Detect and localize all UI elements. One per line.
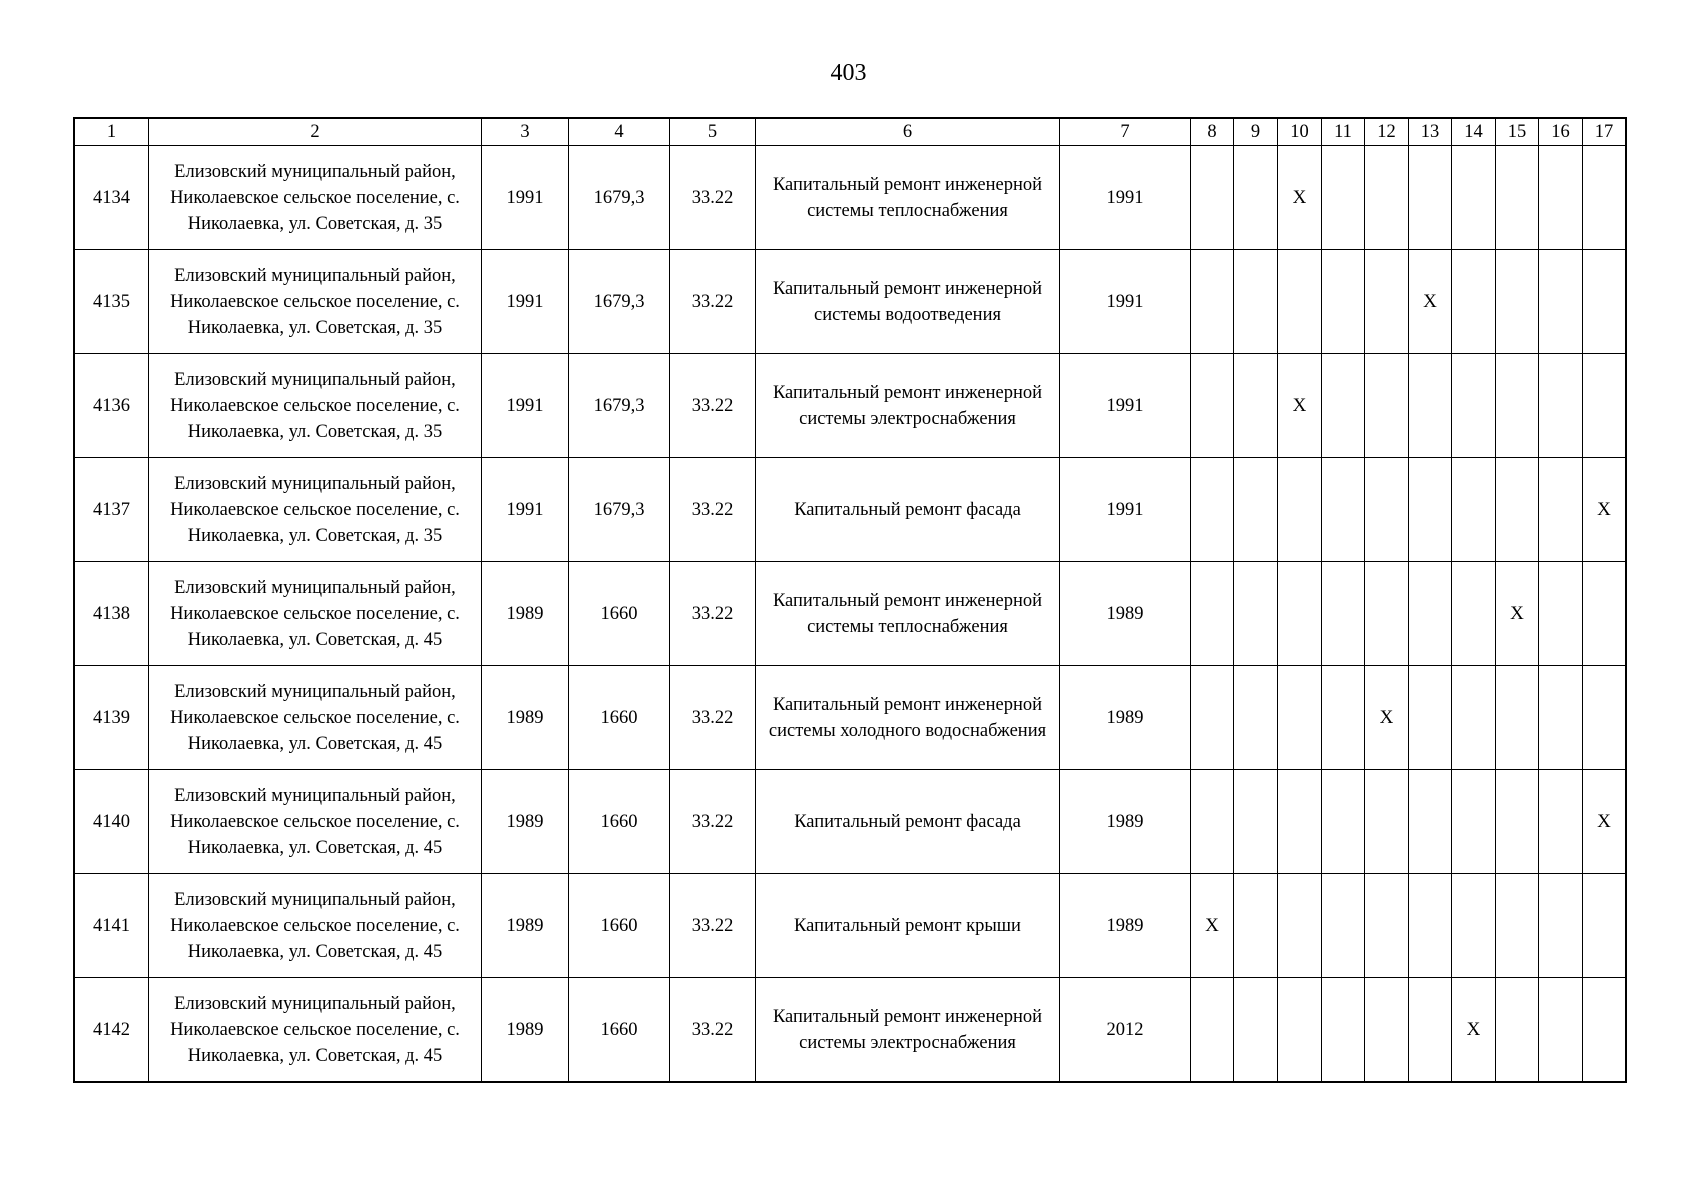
mark-cell [1583,146,1626,250]
mark-cell [1322,250,1365,354]
mark-cell [1191,146,1234,250]
mark-cell [1278,874,1322,978]
rate-cell: 33.22 [670,250,756,354]
mark-cell [1409,666,1452,770]
table-body [75,146,1626,1082]
rate-cell: 33.22 [670,666,756,770]
area-cell: 1679,3 [569,146,670,250]
column-header: 9 [1234,119,1278,146]
mark-cell [1234,874,1278,978]
mark-cell [1583,978,1626,1082]
row-id: 4142 [75,978,149,1082]
mark-cell [1539,770,1583,874]
work-cell: Капитальный ремонт фасада [756,770,1060,874]
row-id: 4137 [75,458,149,562]
mark-cell [1322,354,1365,458]
mark-cell [1278,562,1322,666]
row-id: 4136 [75,354,149,458]
year-cell: 1989 [482,770,569,874]
address-cell: Елизовский муниципальный район, Николаевское сельское поселение, с. Николаевка, ул. Советская, д. 45 [149,562,482,666]
column-header: 16 [1539,119,1583,146]
mark-cell [1452,562,1496,666]
column-header: 7 [1060,119,1191,146]
work-cell: Капитальный ремонт инженерной системы теплоснабжения [756,562,1060,666]
address-cell: Елизовский муниципальный район, Николаевское сельское поселение, с. Николаевка, ул. Советская, д. 35 [149,250,482,354]
mark-cell [1365,770,1409,874]
mark-cell [1322,562,1365,666]
area-cell: 1679,3 [569,458,670,562]
mark-cell [1322,146,1365,250]
mark-cell: X [1191,874,1234,978]
row-id: 4135 [75,250,149,354]
area-cell: 1679,3 [569,250,670,354]
mark-cell: X [1583,770,1626,874]
mark-cell [1234,978,1278,1082]
mark-cell [1539,250,1583,354]
table-row [75,146,1626,250]
mark-cell [1409,146,1452,250]
mark-cell [1365,146,1409,250]
capital-repair-table [74,118,1626,1082]
mark-cell [1365,250,1409,354]
address-cell: Елизовский муниципальный район, Николаевское сельское поселение, с. Николаевка, ул. Советская, д. 35 [149,458,482,562]
mark-cell [1278,770,1322,874]
year2-cell: 1989 [1060,666,1191,770]
mark-cell [1278,458,1322,562]
column-header: 1 [75,119,149,146]
mark-cell [1234,250,1278,354]
mark-cell [1583,562,1626,666]
column-header: 5 [670,119,756,146]
column-header: 2 [149,119,482,146]
mark-cell [1539,666,1583,770]
mark-cell [1496,354,1539,458]
mark-cell: X [1496,562,1539,666]
mark-cell [1496,874,1539,978]
table-row [75,354,1626,458]
mark-cell [1234,354,1278,458]
year2-cell: 1989 [1060,770,1191,874]
mark-cell [1234,770,1278,874]
work-cell: Капитальный ремонт крыши [756,874,1060,978]
mark-cell [1365,458,1409,562]
area-cell: 1660 [569,666,670,770]
table-row [75,250,1626,354]
mark-cell [1409,562,1452,666]
year-cell: 1991 [482,250,569,354]
mark-cell [1191,458,1234,562]
table-row [75,458,1626,562]
rate-cell: 33.22 [670,354,756,458]
mark-cell [1409,354,1452,458]
column-header: 8 [1191,119,1234,146]
mark-cell [1278,250,1322,354]
area-cell: 1660 [569,874,670,978]
table-row [75,978,1626,1082]
mark-cell [1409,978,1452,1082]
mark-cell [1322,874,1365,978]
table-row [75,562,1626,666]
mark-cell: X [1452,978,1496,1082]
mark-cell [1452,146,1496,250]
year-cell: 1989 [482,562,569,666]
column-header: 3 [482,119,569,146]
rate-cell: 33.22 [670,562,756,666]
rate-cell: 33.22 [670,978,756,1082]
year-cell: 1989 [482,666,569,770]
year-cell: 1989 [482,874,569,978]
mark-cell [1452,770,1496,874]
address-cell: Елизовский муниципальный район, Николаевское сельское поселение, с. Николаевка, ул. Советская, д. 45 [149,978,482,1082]
mark-cell: X [1365,666,1409,770]
mark-cell [1365,354,1409,458]
mark-cell [1583,666,1626,770]
address-cell: Елизовский муниципальный район, Николаевское сельское поселение, с. Николаевка, ул. Советская, д. 45 [149,666,482,770]
mark-cell [1191,250,1234,354]
row-id: 4141 [75,874,149,978]
rate-cell: 33.22 [670,458,756,562]
mark-cell [1496,458,1539,562]
work-cell: Капитальный ремонт инженерной системы электроснабжения [756,978,1060,1082]
area-cell: 1679,3 [569,354,670,458]
work-cell: Капитальный ремонт инженерной системы теплоснабжения [756,146,1060,250]
column-header: 13 [1409,119,1452,146]
mark-cell [1583,354,1626,458]
row-id: 4134 [75,146,149,250]
year-cell: 1989 [482,978,569,1082]
rate-cell: 33.22 [670,146,756,250]
column-header: 12 [1365,119,1409,146]
mark-cell [1365,978,1409,1082]
work-cell: Капитальный ремонт инженерной системы холодного водоснабжения [756,666,1060,770]
work-cell: Капитальный ремонт инженерной системы водоотведения [756,250,1060,354]
mark-cell [1322,978,1365,1082]
column-header: 6 [756,119,1060,146]
year2-cell: 2012 [1060,978,1191,1082]
address-cell: Елизовский муниципальный район, Николаевское сельское поселение, с. Николаевка, ул. Советская, д. 35 [149,146,482,250]
mark-cell [1583,874,1626,978]
mark-cell [1365,562,1409,666]
mark-cell [1496,146,1539,250]
year2-cell: 1991 [1060,146,1191,250]
mark-cell [1452,250,1496,354]
rate-cell: 33.22 [670,874,756,978]
area-cell: 1660 [569,562,670,666]
row-id: 4138 [75,562,149,666]
column-header: 17 [1583,119,1626,146]
mark-cell [1234,146,1278,250]
mark-cell [1191,666,1234,770]
mark-cell [1191,562,1234,666]
year2-cell: 1991 [1060,250,1191,354]
mark-cell [1496,978,1539,1082]
year2-cell: 1991 [1060,458,1191,562]
column-header: 4 [569,119,670,146]
mark-cell [1409,458,1452,562]
year-cell: 1991 [482,354,569,458]
area-cell: 1660 [569,978,670,1082]
area-cell: 1660 [569,770,670,874]
mark-cell [1234,562,1278,666]
mark-cell: X [1278,354,1322,458]
mark-cell: X [1278,146,1322,250]
column-header: 10 [1278,119,1322,146]
table-row [75,874,1626,978]
mark-cell [1278,666,1322,770]
column-header: 11 [1322,119,1365,146]
address-cell: Елизовский муниципальный район, Николаевское сельское поселение, с. Николаевка, ул. Советская, д. 45 [149,770,482,874]
mark-cell [1539,874,1583,978]
mark-cell [1365,874,1409,978]
rate-cell: 33.22 [670,770,756,874]
mark-cell [1583,250,1626,354]
mark-cell [1539,978,1583,1082]
mark-cell [1234,666,1278,770]
mark-cell [1496,666,1539,770]
mark-cell [1322,458,1365,562]
column-number-row [75,119,1626,146]
mark-cell [1496,250,1539,354]
year2-cell: 1989 [1060,562,1191,666]
work-cell: Капитальный ремонт фасада [756,458,1060,562]
mark-cell [1191,354,1234,458]
address-cell: Елизовский муниципальный район, Николаевское сельское поселение, с. Николаевка, ул. Советская, д. 35 [149,354,482,458]
mark-cell: X [1583,458,1626,562]
year2-cell: 1991 [1060,354,1191,458]
mark-cell [1322,666,1365,770]
mark-cell [1278,978,1322,1082]
row-id: 4139 [75,666,149,770]
year-cell: 1991 [482,458,569,562]
mark-cell [1452,354,1496,458]
mark-cell [1539,354,1583,458]
mark-cell [1409,770,1452,874]
mark-cell [1539,562,1583,666]
mark-cell [1452,874,1496,978]
mark-cell [1539,146,1583,250]
mark-cell: X [1409,250,1452,354]
row-id: 4140 [75,770,149,874]
mark-cell [1452,458,1496,562]
mark-cell [1322,770,1365,874]
mark-cell [1452,666,1496,770]
column-header: 14 [1452,119,1496,146]
mark-cell [1234,458,1278,562]
mark-cell [1191,770,1234,874]
work-cell: Капитальный ремонт инженерной системы электроснабжения [756,354,1060,458]
mark-cell [1191,978,1234,1082]
table-row [75,770,1626,874]
mark-cell [1539,458,1583,562]
year2-cell: 1989 [1060,874,1191,978]
table-row [75,666,1626,770]
year-cell: 1991 [482,146,569,250]
mark-cell [1496,770,1539,874]
column-header: 15 [1496,119,1539,146]
mark-cell [1409,874,1452,978]
page-number: 403 [830,60,867,86]
address-cell: Елизовский муниципальный район, Николаевское сельское поселение, с. Николаевка, ул. Советская, д. 45 [149,874,482,978]
